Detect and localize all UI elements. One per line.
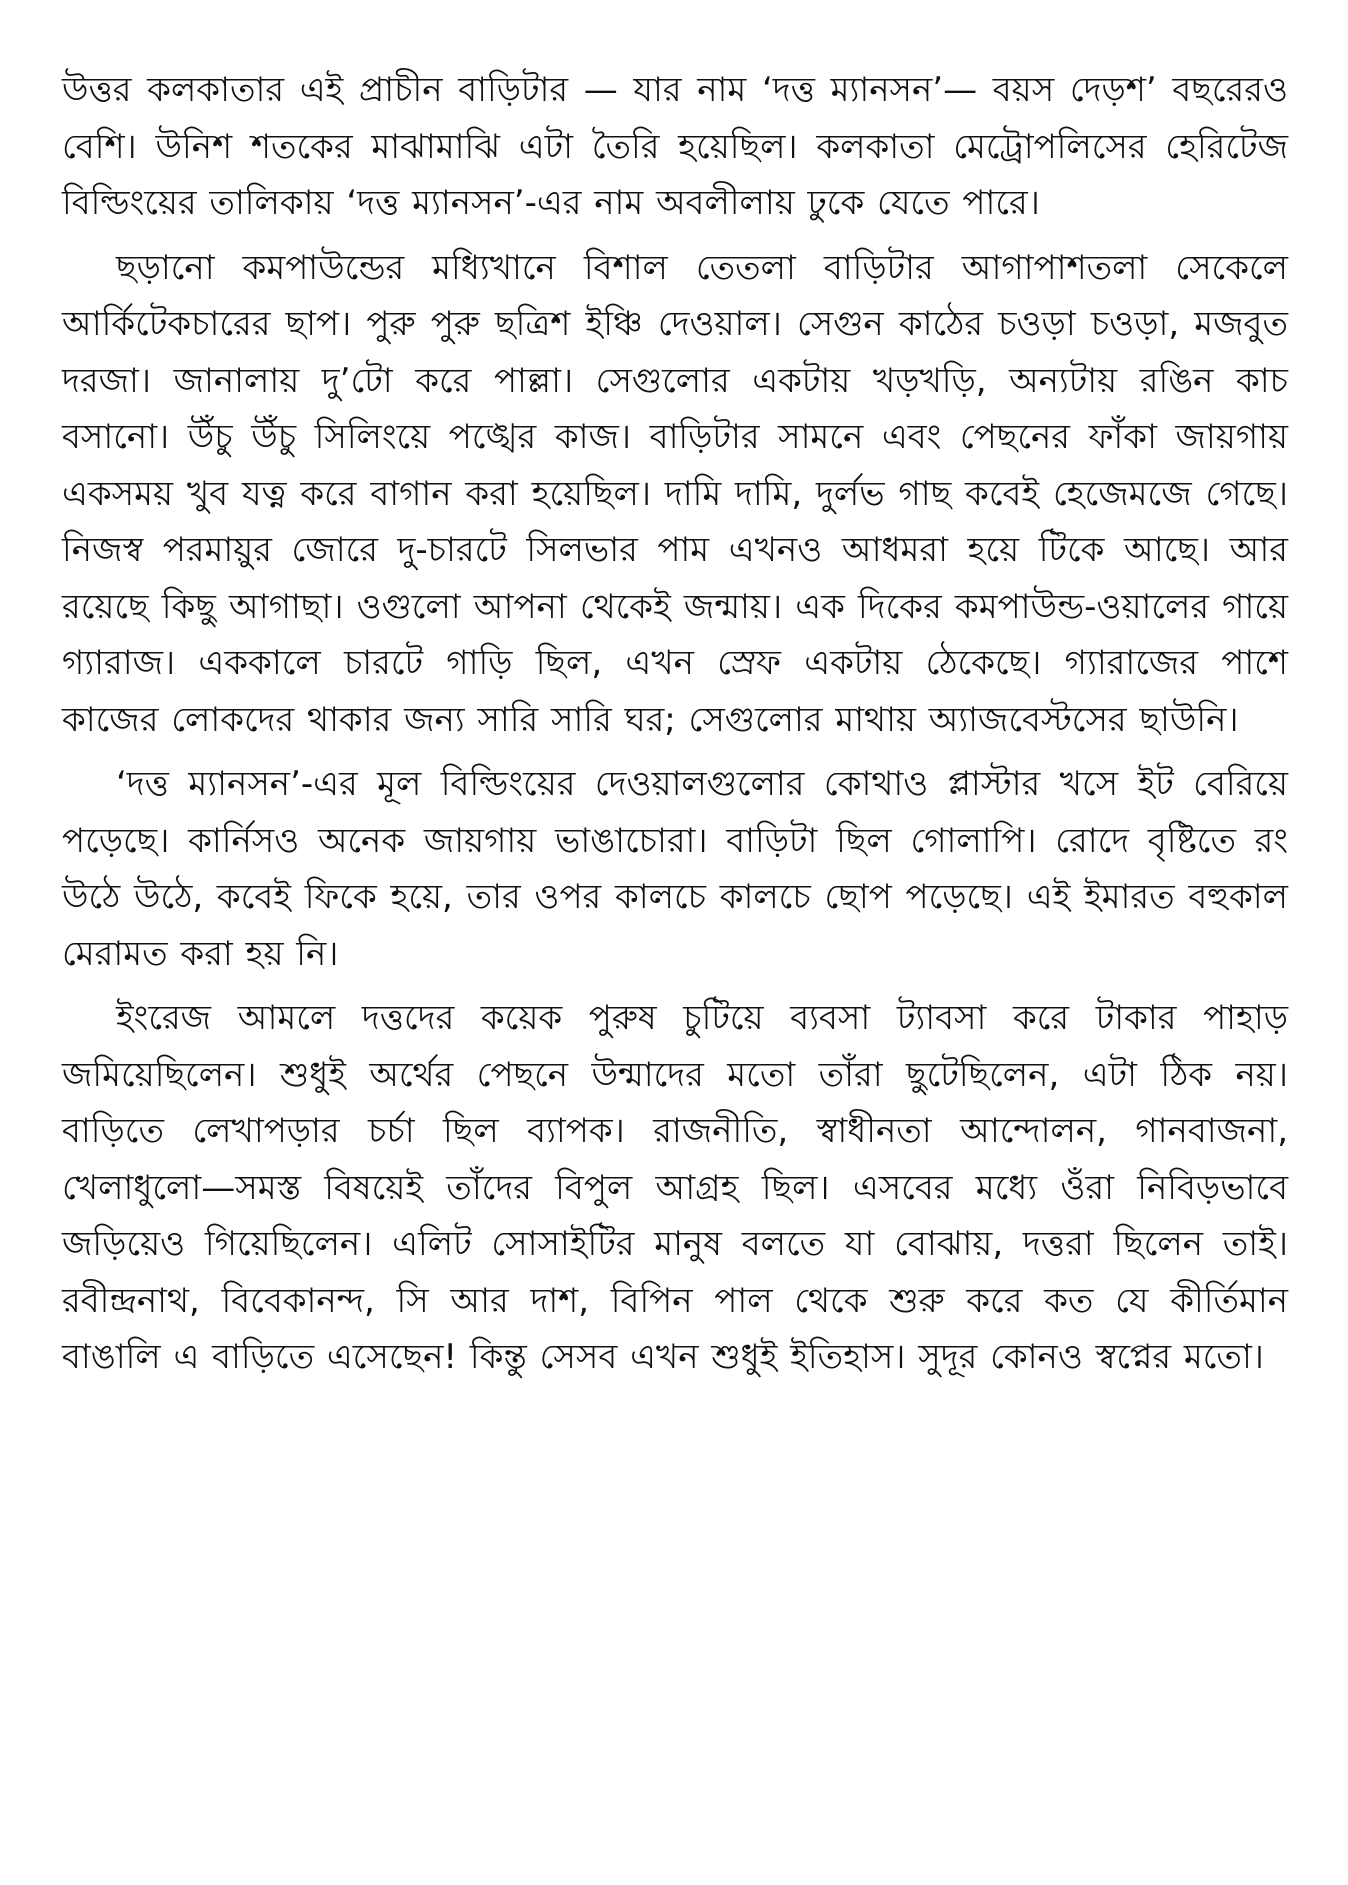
- paragraph-2: ছড়ানো কমপাউন্ডের মধ্যিখানে বিশাল তেতলা বাড়িটার আগাপাশতলা সেকেলে আর্কিটেকচারের ছাপ। পুরু পুরু ছত্রিশ ইঞ্চি দেওয়াল। সেগুন কাঠের চওড়া চওড়া, মজবুত দরজা। জানালায় দু’টো করে পাল্লা। সেগুলোর একটায় খড়খড়ি, অন্যটায় রঙিন কাচ বসানো। উঁচু উঁচু সিলিংয়ে পঙ্খের কাজ। বাড়িটার সামনে এবং পেছনের ফাঁকা জায়গায় একসময় খুব যত্ন করে বাগান করা হয়েছিল। দামি দামি, দুর্লভ গাছ কবেই হেজেমজে গেছে। নিজস্ব পরমায়ুর জোরে দু-চারটে সিলভার পাম এখনও আধমরা হয়ে টিকে আছে। আর রয়েছে কিছু আগাছা। ওগুলো আপনা থেকেই জন্মায়। এক দিকের কমপাউন্ড-ওয়ালের গায়ে গ্যারাজ। এককালে চারটে গাড়ি ছিল, এখন স্রেফ একটায় ঠেকেছে। গ্যারাজের পাশে কাজের লোকদের থাকার জন্য সারি সারি ঘর; সেগুলোর মাথায় অ্যাজবেস্টসের ছাউনি।: [62, 247, 1288, 740]
- paragraph-3: ‘দত্ত ম্যানসন’-এর মূল বিল্ডিংয়ের দেওয়ালগুলোর কোথাও প্লাস্টার খসে ইট বেরিয়ে পড়েছে। কার্নিসও অনেক জায়গায় ভাঙাচোরা। বাড়িটা ছিল গোলাপি। রোদে বৃষ্টিতে রং উঠে উঠে, কবেই ফিকে হয়ে, তার ওপর কালচে কালচে ছোপ পড়েছে। এই ইমারত বহুকাল মেরামত করা হয় নি।: [62, 764, 1288, 974]
- paragraph-1: উত্তর কলকাতার এই প্রাচীন বাড়িটার — যার নাম ‘দত্ত ম্যানসন’— বয়স দেড়শ’ বছরেরও বেশি। উনিশ শতকের মাঝামাঝি এটা তৈরি হয়েছিল। কলকাতা মেট্রোপলিসের হেরিটেজ বিল্ডিংয়ের তালিকায় ‘দত্ত ম্যানসন’-এর নাম অবলীলায় ঢুকে যেতে পারে।: [62, 70, 1288, 223]
- paragraph-4: ইংরেজ আমলে দত্তদের কয়েক পুরুষ চুটিয়ে ব্যবসা ট্যাবসা করে টাকার পাহাড় জমিয়েছিলেন। শুধুই অর্থের পেছনে উন্মাদের মতো তাঁরা ছুটেছিলেন, এটা ঠিক নয়। বাড়িতে লেখাপড়ার চর্চা ছিল ব্যাপক। রাজনীতি, স্বাধীনতা আন্দোলন, গানবাজনা, খেলাধুলো—সমস্ত বিষয়েই তাঁদের বিপুল আগ্রহ ছিল। এসবের মধ্যে ওঁরা নিবিড়ভাবে জড়িয়েও গিয়েছিলেন। এলিট সোসাইটির মানুষ বলতে যা বোঝায়, দত্তরা ছিলেন তাই। রবীন্দ্রনাথ, বিবেকানন্দ, সি আর দাশ, বিপিন পাল থেকে শুরু করে কত যে কীর্তিমান বাঙালি এ বাড়িতে এসেছেন! কিন্তু সেসব এখন শুধুই ইতিহাস। সুদূর কোনও স্বপ্নের মতো।: [62, 998, 1288, 1377]
